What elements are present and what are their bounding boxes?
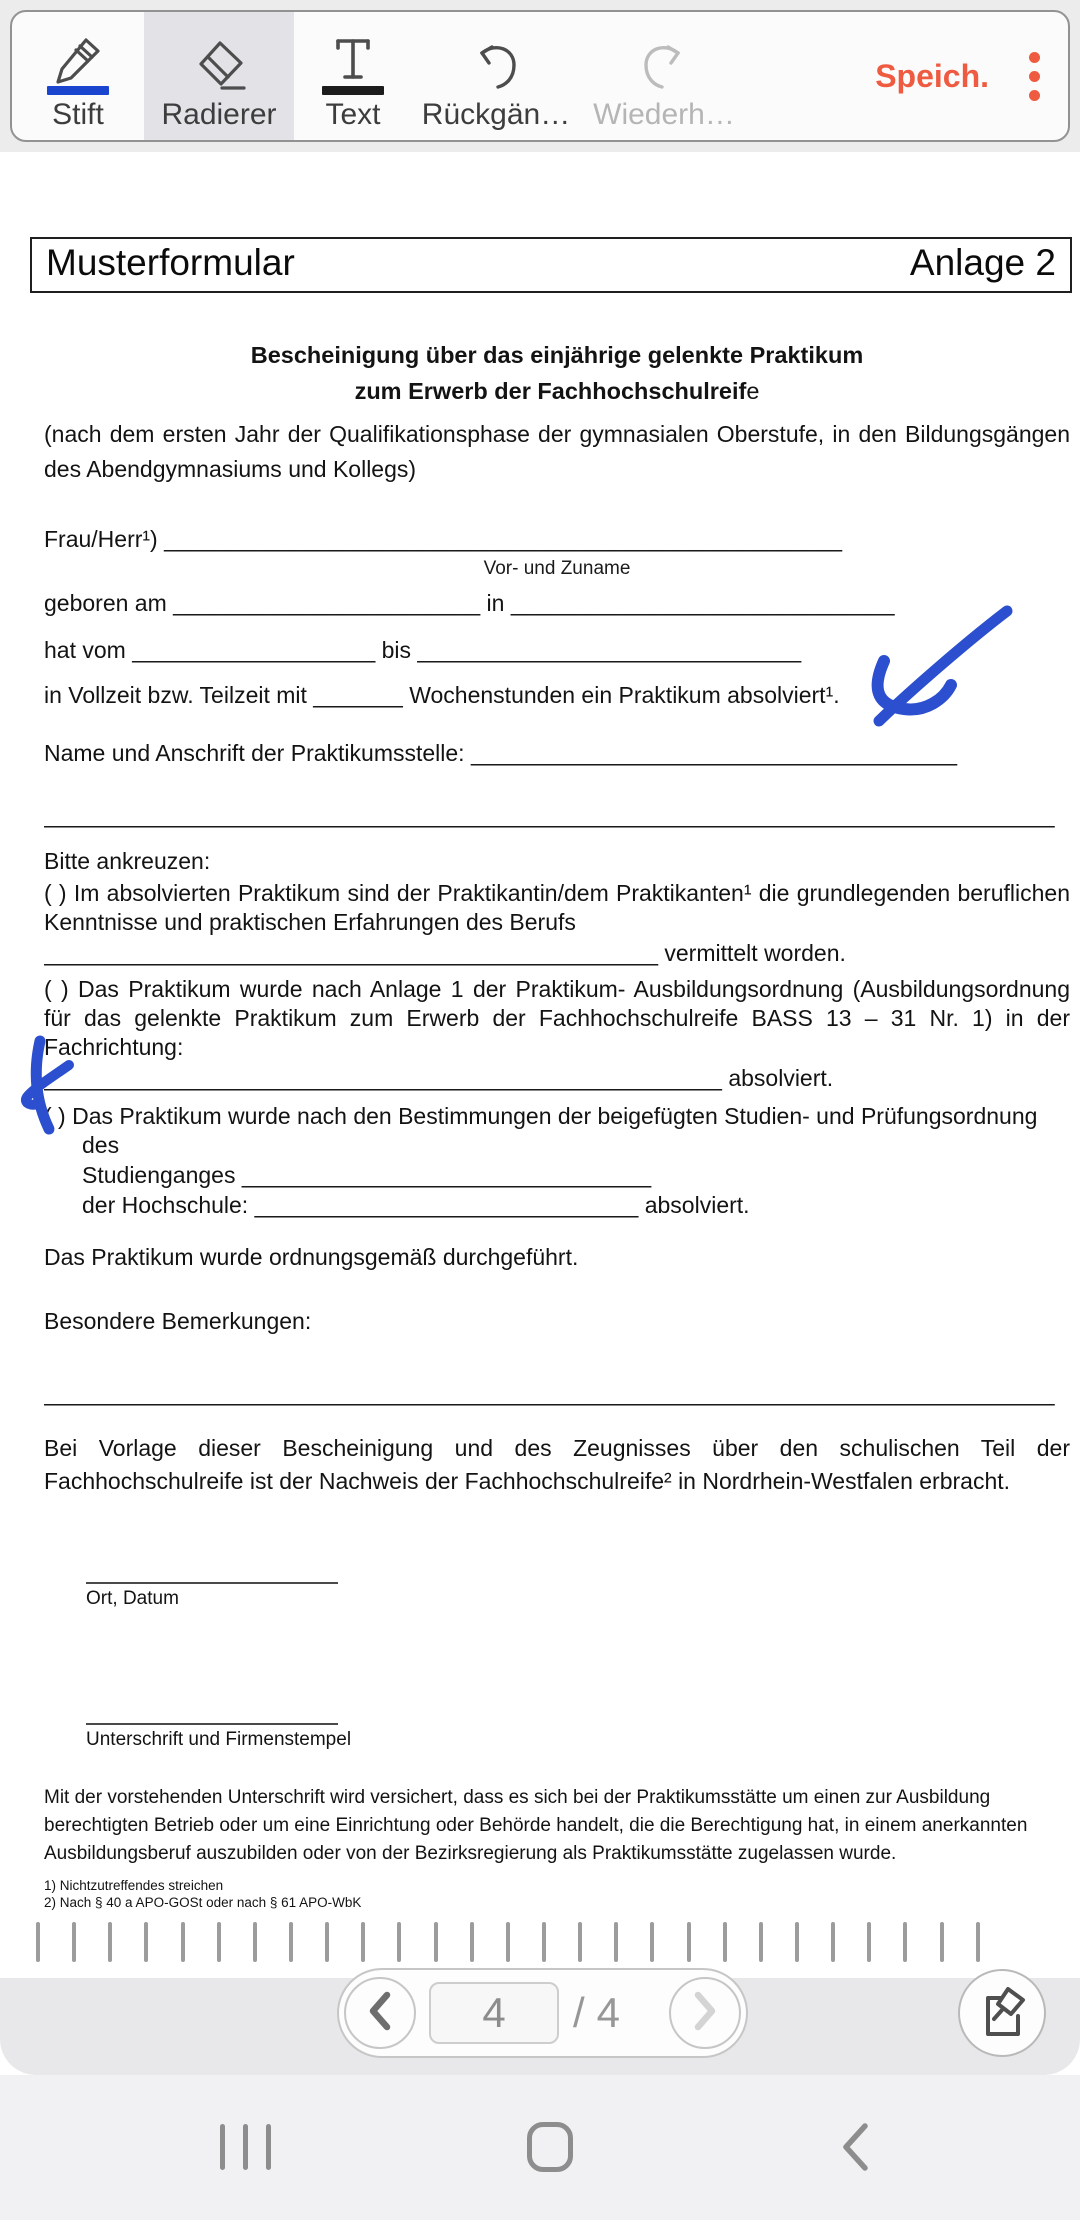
date-signature-line xyxy=(86,1562,338,1584)
tick-mark xyxy=(759,1922,763,1962)
tick-mark xyxy=(181,1922,185,1962)
save-button[interactable]: Speich. xyxy=(875,57,989,94)
footnotes xyxy=(44,1877,1070,1911)
redo-arrow-icon xyxy=(636,37,692,95)
share-button[interactable] xyxy=(958,1969,1046,2057)
page-number-input[interactable]: 4 xyxy=(429,1982,559,2044)
checkbox-option-1-blank: ________________________________________________ vermittelt worden. xyxy=(44,940,846,966)
signature-caption: Unterschrift und Firmenstempel xyxy=(86,1729,352,1750)
overflow-dot xyxy=(1029,90,1040,101)
overflow-dot xyxy=(1029,71,1040,82)
tick-mark xyxy=(940,1922,944,1962)
tick-mark xyxy=(542,1922,546,1962)
tick-mark xyxy=(253,1922,257,1962)
pin-document-icon xyxy=(977,1985,1027,2042)
legal-paragraph: Mit der vorstehenden Unterschrift wird versichert, dass es sich bei der Praktikumsstätte um einen zur Ausbildung berechtigten Betrieb oder um eine Einrichtung oder Behörde handelt, die die Berechtigung hat, in einem anerkannten Ausbildungsberuf auszubilden oder von der Bezirksregierung als Praktikumsstätte zugelassen wurde. xyxy=(44,1787,1028,1864)
form-title: Musterformular xyxy=(46,242,295,283)
footnote-2: 2) Nach § 40 a APO-GOSt oder nach § 61 APO-WbK xyxy=(44,1895,362,1910)
period-field-line: hat vom ___________________ bis ______________________________ xyxy=(44,637,802,663)
tick-mark xyxy=(36,1922,40,1962)
checkbox-option-3 xyxy=(44,1102,1070,1220)
closing-paragraph: Bei Vorlage dieser Bescheinigung und des Zeugnisses über den schulischen Teil der Fachhochschulreife ist der Nachweis der Fachhochschulreife² in Nordrhein-Westfalen erbracht. xyxy=(44,1435,1070,1494)
tick-mark xyxy=(650,1922,654,1962)
text-color-indicator xyxy=(322,86,384,95)
tick-mark xyxy=(614,1922,618,1962)
checkbox-option-3-line-2: Studienganges ________________________________ xyxy=(82,1162,652,1188)
tool-text-button[interactable] xyxy=(294,12,412,140)
confirmation-line: Das Praktikum wurde ordnungsgemäß durchgeführt. xyxy=(44,1244,579,1270)
footnote-1: 1) Nichtzutreffendes streichen xyxy=(44,1878,224,1893)
pen-icon xyxy=(50,36,106,84)
date-caption: Ort, Datum xyxy=(86,1588,179,1609)
tool-pen-button[interactable] xyxy=(12,12,144,140)
undo-arrow-icon xyxy=(468,37,524,95)
tool-undo-button[interactable] xyxy=(412,12,580,140)
page-scrubber[interactable] xyxy=(36,1922,980,1962)
document-heading xyxy=(44,337,1070,409)
signature-line xyxy=(86,1703,338,1725)
birth-field-line: geboren am ________________________ in ______________________________ xyxy=(44,590,895,616)
back-button[interactable] xyxy=(840,2122,870,2177)
tool-pen-label: Stift xyxy=(52,98,104,131)
tool-text-label: Text xyxy=(325,98,381,131)
eraser-icon xyxy=(191,39,247,95)
checkbox-option-3-line-3: der Hochschule: ______________________________ absolviert. xyxy=(82,1192,750,1218)
checkbox-option-1: ( ) Im absolvierten Praktikum sind der Praktikantin/dem Praktikanten¹ die grundlegenden beruflichen Kenntnisse und praktischen Erfahrungen des Berufs xyxy=(44,880,1070,935)
tick-mark xyxy=(976,1922,980,1962)
address-field-line-2: _______________________________________________________________________________ xyxy=(44,802,1055,828)
recents-icon xyxy=(220,2124,225,2170)
pen-color-indicator xyxy=(47,86,109,95)
checkbox-option-3-line-1: ( ) Das Praktikum wurde nach den Bestimmungen der beigefügten Studien- und Prüfungsordnung des xyxy=(44,1103,1038,1158)
tick-mark xyxy=(108,1922,112,1962)
page-navigator xyxy=(337,1968,748,2058)
tick-mark xyxy=(217,1922,221,1962)
tick-mark xyxy=(831,1922,835,1962)
checklist-prompt: Bitte ankreuzen: xyxy=(44,848,211,874)
text-icon xyxy=(325,36,381,84)
tick-mark xyxy=(470,1922,474,1962)
toolbar-strip xyxy=(0,0,1080,152)
tick-mark xyxy=(687,1922,691,1962)
address-field-line: Name und Anschrift der Praktikumsstelle: ______________________________________ xyxy=(44,740,958,766)
recents-button[interactable] xyxy=(220,2124,271,2170)
recents-icon xyxy=(266,2124,271,2170)
tool-redo-label: Wiederh… xyxy=(593,98,735,131)
tool-undo-label: Rückgän… xyxy=(421,98,571,131)
remarks-label: Besondere Bemerkungen: xyxy=(44,1308,312,1334)
name-field-caption: Vor- und Zuname xyxy=(483,558,631,579)
home-button[interactable] xyxy=(527,2122,573,2172)
tick-mark xyxy=(723,1922,727,1962)
back-chevron-icon xyxy=(840,2159,870,2176)
overflow-menu-button[interactable] xyxy=(1029,52,1040,101)
remarks-blank-line: _______________________________________________________________________________ xyxy=(44,1380,1055,1406)
intro-paragraph: (nach dem ersten Jahr der Qualifikationsphase der gymnasialen Oberstufe, in den Bildungsgängen des Abendgymnasiums und Kollegs) xyxy=(44,421,1070,482)
name-field-line: Frau/Herr¹) _____________________________________________________ xyxy=(44,526,843,552)
tool-eraser-button[interactable] xyxy=(144,12,294,140)
previous-page-button[interactable] xyxy=(344,1977,416,2049)
form-annex-label: Anlage 2 xyxy=(909,242,1056,283)
page-total-label: / 4 xyxy=(573,1989,621,2036)
tick-mark xyxy=(903,1922,907,1962)
tick-mark xyxy=(325,1922,329,1962)
heading-line-2: zum Erwerb der Fachhochschulreife xyxy=(354,378,760,404)
chevron-left-icon xyxy=(366,1991,394,2036)
overflow-dot xyxy=(1029,52,1040,63)
tick-mark xyxy=(795,1922,799,1962)
tick-mark xyxy=(578,1922,582,1962)
heading-line-1: Bescheinigung über das einjährige gelenkte Praktikum xyxy=(250,342,864,368)
checkbox-option-2-blank: _____________________________________________________ absolviert. xyxy=(44,1065,834,1091)
tool-eraser-label: Radierer xyxy=(161,98,277,131)
checkbox-option-2: ( ) Das Praktikum wurde nach Anlage 1 der Praktikum- Ausbildungsordnung (Ausbildungsordnung für das gelenkte Praktikum zum Erwerb der Fachhochschulreife BASS 13 – 31 Nr. 1) in der Fachrichtung: xyxy=(44,976,1070,1060)
tick-mark xyxy=(361,1922,365,1962)
next-page-button[interactable] xyxy=(669,1977,741,2049)
tick-mark xyxy=(867,1922,871,1962)
tool-redo-button[interactable] xyxy=(580,12,748,140)
tick-mark xyxy=(397,1922,401,1962)
tick-mark xyxy=(72,1922,76,1962)
document-page xyxy=(0,152,1080,1978)
tick-mark xyxy=(144,1922,148,1962)
hours-field-line: in Vollzeit bzw. Teilzeit mit _______ Wochenstunden ein Praktikum absolviert¹. xyxy=(44,682,840,708)
tick-mark xyxy=(506,1922,510,1962)
form-header-box xyxy=(30,237,1072,293)
annotation-toolbar xyxy=(10,10,1070,142)
recents-icon xyxy=(243,2124,248,2170)
tick-mark xyxy=(289,1922,293,1962)
tick-mark xyxy=(434,1922,438,1962)
chevron-right-icon xyxy=(691,1991,719,2036)
